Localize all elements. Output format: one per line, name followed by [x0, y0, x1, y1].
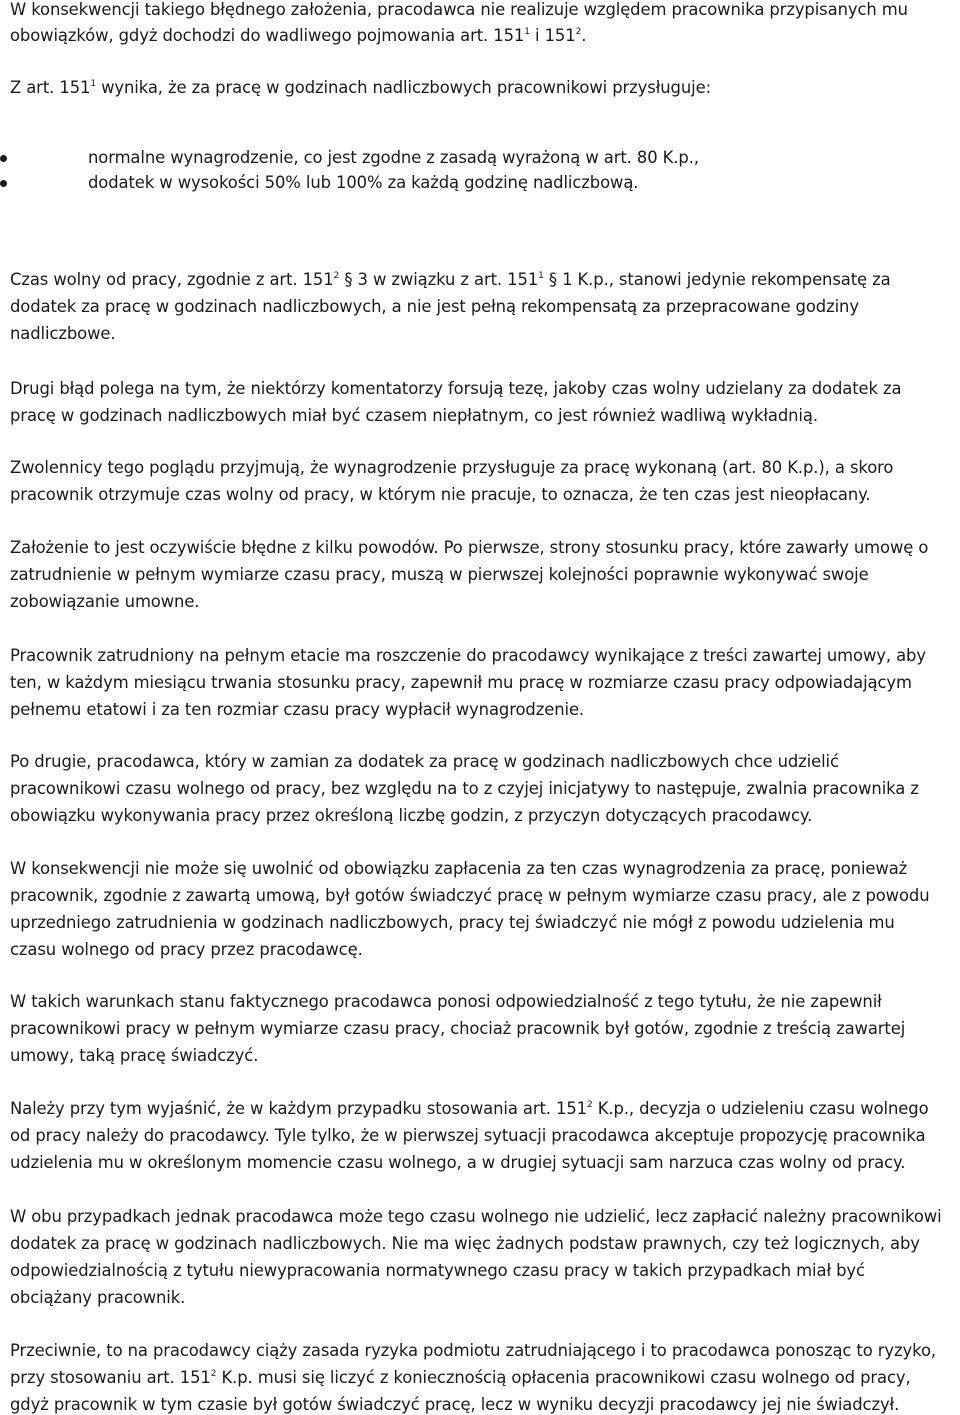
text-line: [10, 779, 919, 799]
text-line: [10, 1153, 905, 1173]
text-segment: obowiązku wykonywania pracy przez określoną liczbę godzin, z przyczyn dotyczących pracodawcy.: [10, 806, 813, 825]
text-segment: K.p. musi się liczyć z koniecznością opłacenia pracownikowi czasu wolnego od pracy,: [216, 1368, 911, 1387]
text-line: [10, 592, 199, 612]
text-segment: wynika, że za pracę w godzinach nadliczbowych pracownikowi przysługuje:: [96, 78, 711, 97]
text-line: [10, 406, 818, 426]
superscript: 1: [538, 271, 544, 281]
text-segment: W takich warunkach stanu faktycznego pracodawca ponosi odpowiedzialność z tego tytułu, że nie zapewnił: [10, 992, 882, 1011]
text-segment: W obu przypadkach jednak pracodawca może tego czasu wolnego nie udzielić, lecz zapłacić należny pracownikowi: [10, 1207, 942, 1226]
text-line: [10, 538, 928, 558]
text-segment: dodatek za pracę w godzinach nadliczbowych, a nie jest pełną rekompensatą za przepracowane godziny: [10, 297, 859, 316]
text-line: [10, 78, 711, 98]
text-line: [10, 700, 584, 720]
text-line: [10, 1341, 936, 1361]
text-line: [10, 1288, 185, 1308]
text-line: [10, 1368, 911, 1388]
text-line: [10, 565, 869, 585]
text-line: [10, 940, 363, 960]
text-segment: § 3 w związku z art. 151: [339, 270, 539, 289]
text-segment: obowiązków, gdyż dochodzi do wadliwego pojmowania art. 151: [10, 26, 525, 45]
text-line: [10, 752, 839, 772]
text-segment: pełnemu etatowi i za ten rozmiar czasu pracy wypłacił wynagrodzenie.: [10, 700, 585, 719]
text-segment: pracę w godzinach nadliczbowych miał być czasem niepłatnym, co jest również wadliwą wykładnią.: [10, 406, 818, 425]
text-segment: pracownik otrzymuje czas wolny od pracy, w którym nie pracuje, to oznacza, że ten czas jest nieopłacany.: [10, 485, 871, 504]
text-segment: udzielenia mu w określonym momencie czasu wolnego, a w drugiej sytuacji sam narzuca czas wolny od pracy.: [10, 1153, 906, 1172]
text-segment: ten, w każdym miesiącu trwania stosunku pracy, zapewnił mu pracę w rozmiarze czasu pracy odpowiadającym: [10, 673, 912, 692]
text-line: [10, 859, 907, 879]
text-line: [10, 324, 116, 344]
text-segment: pracownik, zgodnie z zawartą umową, był gotów świadczyć pracę w pełnym wymiarze czasu pracy, ale z powodu: [10, 886, 930, 905]
text-segment: Drugi błąd polega na tym, że niektórzy komentatorzy forsują tezę, jakoby czas wolny udzielany za dodatek za: [10, 379, 902, 398]
superscript: 1: [524, 27, 530, 37]
text-segment: umowy, taką pracę świadczyć.: [10, 1046, 259, 1065]
superscript: 2: [587, 1100, 593, 1110]
text-line: [10, 1019, 905, 1039]
text-line: [10, 1207, 942, 1227]
text-segment: Należy przy tym wyjaśnić, że w każdym przypadku stosowania art. 151: [10, 1099, 587, 1118]
text-line: [10, 992, 882, 1012]
text-segment: nadliczbowe.: [10, 324, 116, 343]
text-segment: Pracownik zatrudniony na pełnym etacie ma roszczenie do pracodawcy wynikające z treści zawartej umowy, aby: [10, 646, 926, 665]
text-line: [10, 1395, 899, 1415]
text-line: [10, 1046, 258, 1066]
text-line: [10, 270, 891, 290]
text-segment: pracownikowi pracy w pełnym wymiarze czasu pracy, chociaż pracownik był gotów, zgodnie z treścią zawartej: [10, 1019, 906, 1038]
list-item: dodatek w wysokości 50% lub 100% za każdą godzinę nadliczbową.: [88, 173, 639, 192]
text-line: [10, 379, 901, 399]
text-segment: gdyż pracownik w tym czasie był gotów świadczyć pracę, lecz w wyniku decyzji pracodawcy jej nie świadczył.: [10, 1395, 900, 1414]
text-segment: Po drugie, pracodawca, który w zamian za dodatek za pracę w godzinach nadliczbowych chce udzielić: [10, 752, 839, 771]
text-segment: odpowiedzialnością z tytułu niewypracowania normatywnego czasu pracy w takich przypadkach miał być: [10, 1261, 865, 1280]
text-segment: Założenie to jest oczywiście błędne z kilku powodów. Po pierwsze, strony stosunku pracy, które zawarły umowę o: [10, 538, 929, 557]
text-segment: Z art. 151: [10, 78, 91, 97]
text-line: [10, 26, 586, 46]
text-segment: uprzedniego zatrudnienia w godzinach nadliczbowych, pracy tej świadczyć nie mógł z powodu udzielenia mu: [10, 913, 895, 932]
text-segment: przy stosowaniu art. 151: [10, 1368, 211, 1387]
text-segment: dodatek za pracę w godzinach nadliczbowych. Nie ma więc żadnych podstaw prawnych, czy też logicznych, aby: [10, 1234, 920, 1253]
superscript: 2: [575, 27, 582, 37]
text-segment: pracownikowi czasu wolnego od pracy, bez względu na to z czyjej inicjatywy to następuje, zwalnia pracownika z: [10, 779, 919, 798]
text-segment: obciążany pracownik.: [10, 1288, 186, 1307]
bullet-icon: [0, 180, 7, 187]
text-segment: K.p., decyzja o udzieleniu czasu wolnego: [592, 1099, 929, 1118]
text-segment: Zwolennicy tego poglądu przyjmują, że wynagrodzenie przysługuje za pracę wykonaną (art. 80 K.p.), a skoro: [10, 458, 894, 477]
text-line: [10, 886, 930, 906]
text-segment: zatrudnienie w pełnym wymiarze czasu pracy, muszą w pierwszej kolejności poprawnie wykonywać swoje: [10, 565, 869, 584]
text-line: [10, 485, 871, 505]
list-item: normalne wynagrodzenie, co jest zgodne z zasadą wyrażoną w art. 80 K.p.,: [88, 148, 699, 167]
text-segment: .: [581, 26, 587, 45]
text-line: [10, 1126, 925, 1146]
text-segment: od pracy należy do pracodawcy. Tyle tylko, że w pierwszej sytuacji pracodawca akceptuje propozycję pracownika: [10, 1126, 926, 1145]
text-line: [10, 1099, 929, 1119]
text-line: [10, 0, 908, 20]
text-segment: W konsekwencji nie może się uwolnić od obowiązku zapłacenia za ten czas wynagrodzenia za pracę, ponieważ: [10, 859, 908, 878]
text-segment: i 151: [529, 26, 576, 45]
text-line: [10, 1234, 920, 1254]
text-line: [10, 458, 893, 478]
superscript: 2: [210, 1369, 217, 1379]
text-line: [10, 913, 895, 933]
text-segment: czasu wolnego od pracy przez pracodawcę.: [10, 940, 363, 959]
bullet-icon: [0, 155, 7, 162]
text-line: [10, 1261, 865, 1281]
superscript: 1: [90, 79, 96, 89]
text-segment: Przeciwnie, to na pracodawcy ciąży zasada ryzyka podmiotu zatrudniającego i to pracodawca ponosząc to ryzyko,: [10, 1341, 936, 1360]
text-segment: zobowiązanie umowne.: [10, 592, 200, 611]
text-segment: Czas wolny od pracy, zgodnie z art. 151: [10, 270, 334, 289]
text-line: [10, 806, 812, 826]
text-segment: § 1 K.p., stanowi jedynie rekompensatę za: [543, 270, 891, 289]
superscript: 2: [333, 271, 340, 281]
text-segment: W konsekwencji takiego błędnego założenia, pracodawca nie realizuje względem pracownika przypisanych mu: [10, 0, 908, 19]
text-line: [10, 673, 912, 693]
text-line: [10, 297, 859, 317]
text-line: [10, 646, 926, 666]
